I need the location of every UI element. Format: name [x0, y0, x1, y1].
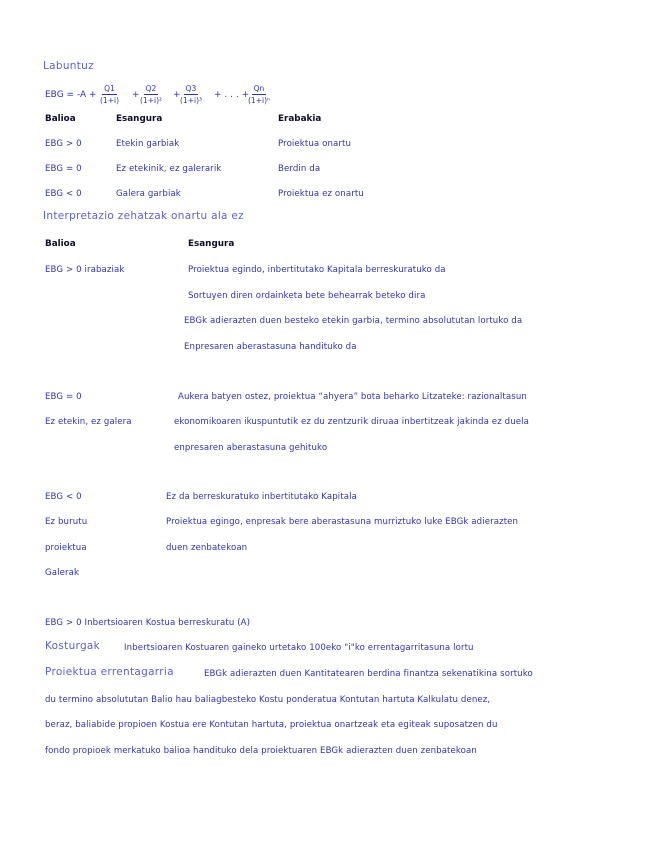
table2-group-3-label-3: proiektua: [45, 543, 87, 553]
table2-group-2-line-2: ekonomikoaren ikuspuntutik ez du zentzurik diruaa inbertitzeak jakinda ez duela: [174, 417, 529, 427]
table1-row-2-decision: Berdin da: [278, 164, 321, 174]
formula-dots: + . . . +: [214, 90, 250, 100]
footer-line-1: EBG > 0 Inbertsioaren Kostua berreskuratu (A): [45, 618, 251, 628]
table1-header-meaning: Esangura: [116, 114, 163, 124]
table2-group-2-line-1: Aukera batyen ostez, proiektua “ahyera” bota beharko Litzateke: razionaltasun: [178, 392, 527, 402]
footer-line-3-label: Proiektua errentagarria: [45, 666, 174, 678]
table1-header-value: Balioa: [45, 114, 76, 124]
formula-term-1: [100, 84, 119, 105]
table1-row-2-meaning: Ez etekinik, ez galerarik: [116, 164, 222, 174]
table1-header-decision: Erabakia: [278, 114, 322, 124]
table2-group-3-label-1: EBG < 0: [45, 492, 82, 502]
table1-row-1-value: EBG > 0: [45, 139, 82, 149]
formula-term-n: [248, 84, 270, 105]
table2-header-meaning: Esangura: [188, 239, 235, 249]
formula-term-2-den: (1+i)²: [140, 96, 162, 105]
table2-group-3-label-4: Galerak: [45, 568, 80, 578]
table2-group-2-label-2: Ez etekin, ez galera: [45, 417, 132, 427]
footer-line-6: fondo propioek merkatuko balioa handituko dela proiektuaren EBGk adierazten duen zenbatekoan: [45, 746, 477, 756]
interpretation-heading: Interpretazio zehatzak onartu ala ez: [43, 210, 244, 222]
formula-term-1-num: Q1: [104, 84, 115, 93]
formula-term-2: [140, 84, 162, 105]
table1-row-3-decision: Proiektua ez onartu: [278, 189, 364, 199]
formula-term-3: [180, 84, 202, 105]
table2-group-3-label-2: Ez burutu: [45, 517, 88, 527]
table2-group-2-line-3: enpresaren aberastasuna gehituko: [174, 443, 328, 453]
formula-plus-2: +: [173, 90, 181, 100]
footer-line-4: du termino absolututan Balio hau baliagbesteko Kostu ponderatua Kontutan hartuta Kalkulatu denez,: [45, 695, 491, 705]
footer-line-2-text: Inbertsioaren Kostuaren gaineko urtetako 100eko "i"ko errentagarritasuna lortu: [124, 643, 474, 653]
table2-group-3-line-1: Ez da berreskuratuko inbertitutako Kapitala: [166, 492, 357, 502]
page-title: Labuntuz: [43, 60, 94, 72]
formula-plus-1: +: [132, 90, 140, 100]
table2-group-1-line-1: Proiektua egindo, inbertitutako Kapitala berreskuratuko da: [188, 265, 446, 275]
table1-row-2-value: EBG = 0: [45, 164, 82, 174]
table2-group-2-label-1: EBG = 0: [45, 392, 82, 402]
table1-row-1-decision: Proiektua onartu: [278, 139, 352, 149]
formula-term-3-num: Q3: [185, 84, 197, 93]
footer-line-2-label: Kosturgak: [45, 640, 101, 652]
table1-row-1-meaning: Etekin garbiak: [116, 139, 180, 149]
table1-row-3-meaning: Galera garbiak: [116, 189, 181, 199]
formula-term-1-den: (1+i): [100, 96, 119, 105]
table2-header-value: Balioa: [45, 239, 76, 249]
table2-group-3-line-3: duen zenbatekoan: [166, 543, 248, 553]
table2-group-1-line-3: EBGk adierazten duen besteko etekin garbia, termino absolututan lortuko da: [184, 316, 523, 326]
table1-row-3-value: EBG < 0: [45, 189, 82, 199]
formula-lhs: EBG = -A +: [45, 90, 97, 100]
table2-group-1-label: EBG > 0 irabaziak: [45, 265, 125, 275]
table2-group-1-line-2: Sortuyen diren ordainketa bete behearrak beteko dira: [188, 291, 426, 301]
footer-line-3-text: EBGk adierazten duen Kantitatearen berdina finantza sekenatikina sortuko: [204, 669, 533, 679]
table2-group-3-line-2: Proiektua egingo, enpresak bere aberastasuna murriztuko luke EBGk adierazten: [166, 517, 519, 527]
table2-group-1-line-4: Enpresaren aberastasuna handituko da: [184, 342, 357, 352]
formula-term-3-den: (1+i)³: [180, 96, 202, 105]
formula-term-n-den: (1+i)ⁿ: [248, 96, 270, 105]
formula-term-n-num: Qn: [253, 84, 265, 93]
formula-term-2-num: Q2: [145, 84, 157, 93]
footer-line-5: beraz, baliabide propioen Kostua ere Kontutan hartuta, proiektua onartzeak eta egiteak suposatzen du: [45, 720, 498, 730]
